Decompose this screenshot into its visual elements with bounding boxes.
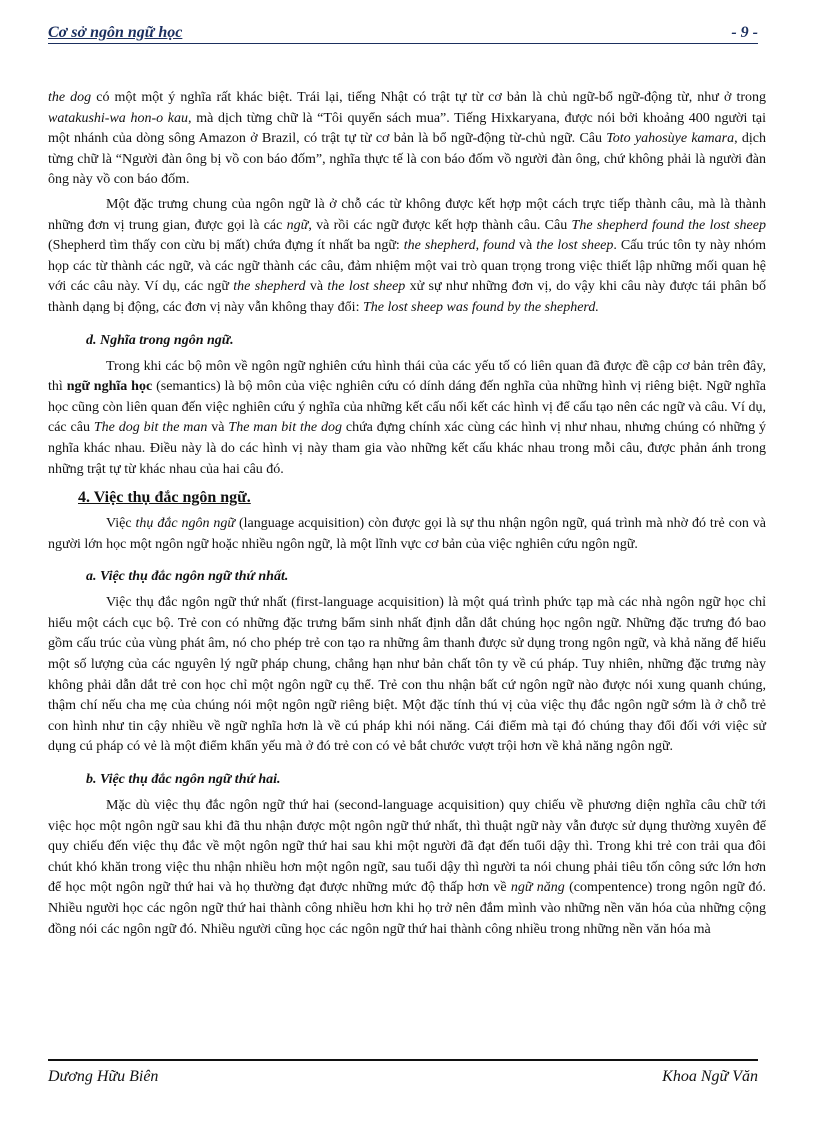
term-text: ngữ	[286, 217, 309, 233]
text-run: , và rồi các ngữ được kết hợp thành câu. Câu	[308, 217, 572, 233]
example-text: Toto yahosùye kamara	[606, 131, 735, 147]
paragraph-1	[48, 88, 766, 191]
example-text: found	[483, 238, 516, 254]
example-text: the shepherd	[233, 279, 306, 295]
example-text: The shepherd found the lost sheep	[571, 217, 766, 233]
paragraph-4	[48, 514, 766, 555]
heading-second-language: b. Việc thụ đắc ngôn ngữ thứ hai.	[86, 772, 281, 788]
text-run: . Cấu trúc tôn ty này nhóm họp các từ thành các ngữ, và các ngữ thành các câu, đảm nhiệm một vai trò quan trọng trong việc thiết lập những mối quan hệ với các câu này. Ví dụ, các ngữ	[48, 238, 766, 295]
text-run: Mặc dù việc thụ đắc ngôn ngữ thứ hai (second-language acquisition) quy chiếu về phương diện nghĩa câu chữ tới việc học một ngôn ngữ sau khi đã thu nhận được một ngôn ngữ thứ nhất, thì thuật ngữ này vẫn được sử dụng thường xuyên để quy chiếu đến việc thụ đắc về một ngôn ngữ thứ hai sau khi một người đã đạt đến tuổi dậy thì. Trong khi trẻ con trải qua đôi chút khó khăn trong việc thu nhận nhiều hơn một ngôn ngữ, sau tuổi dậy thì người ta nói chung phải tiêu tốn công sức lớn hơn để học một ngôn ngữ thứ hai và họ thường đạt được những mức độ thấp hơn về	[48, 798, 766, 896]
example-text: watakushi-wa hon-o kau	[48, 110, 189, 126]
text-run: và	[515, 238, 537, 254]
page-number: - 9 -	[731, 24, 758, 41]
heading-language-acquisition: 4. Việc thụ đắc ngôn ngữ.	[78, 489, 251, 507]
text-run: Một đặc trưng chung của ngôn ngữ là ở chỗ các từ không được kết hợp một cách trực tiếp thành câu, mà là thành những đơn vị trung gian, được gọi là các	[48, 196, 766, 233]
example-text: the lost sheep	[327, 279, 406, 295]
heading-meaning-in-language: d. Nghĩa trong ngôn ngữ.	[86, 332, 234, 348]
text-run: (Shepherd tìm thấy con cừu bị mất) chứa đựng ít nhất ba ngữ:	[48, 238, 404, 254]
text-run: và	[305, 279, 328, 295]
paragraph-2	[48, 195, 766, 319]
example-text: The man bit the dog	[228, 420, 342, 436]
example-text: The dog bit the man	[93, 420, 208, 436]
text-run: xử sự như những đơn vị, do vậy khi câu này được tái phân bố thành dạng bị động, các đơn vị này vẫn không thay đổi:	[48, 279, 766, 315]
page-body	[48, 88, 766, 940]
footer-author: Dương Hữu Biên	[48, 1068, 159, 1085]
running-title: Cơ sở ngôn ngữ học	[48, 24, 183, 41]
footer-faculty: Khoa Ngữ Văn	[662, 1068, 758, 1085]
example-text: The lost sheep was found by the shepherd.	[362, 299, 599, 315]
text-run: , mà dịch từng chữ là “Tôi quyển sách mua”. Tiếng Hixkaryana, được nói bởi khoảng 400 người tại một nhánh của dòng sông Amazon ở Brazil, có trật tự từ cơ bản là bổ ngữ-động từ-chủ ngữ. Câu	[48, 110, 767, 147]
text-run: có một một ý nghĩa rất khác biệt. Trái lại, tiếng Nhật có trật tự từ cơ bản là chủ ngữ-bổ ngữ-động từ, như ở trong	[91, 90, 767, 105]
term-text: ngữ năng	[510, 880, 565, 896]
paragraph-6	[48, 796, 766, 940]
header-rule	[48, 43, 758, 44]
paragraph-3	[48, 357, 766, 481]
example-text: the lost sheep	[536, 238, 614, 254]
heading-first-language: a. Việc thụ đắc ngôn ngữ thứ nhất.	[86, 569, 289, 585]
page-header	[48, 22, 758, 44]
text-run: (compentence) trong ngôn ngữ đó. Nhiều người học các ngôn ngữ thứ hai thành công nhiều hơn khi họ trở nên đắm mình vào những nền văn hóa của những cộng đồng nói các ngôn ngữ đó. Nhiều người cũng học các ngôn ngữ thứ hai thành công nhiều trong những nền văn hóa mà	[48, 880, 767, 937]
term-text: thụ đắc ngôn ngữ	[135, 516, 236, 532]
example-text: the dog	[48, 90, 92, 105]
text-run: Trong khi các bộ môn về ngôn ngữ nghiên cứu hình thái của các yếu tố có liên quan đã được đề cập cơ bản trên đây, thì	[48, 358, 766, 395]
text-run: (semantics) là bộ môn của việc nghiên cứu có dính dáng đến nghĩa của những hình vị riêng biệt. Ngữ nghĩa học cũng còn liên quan đến việc nghiên cứu ý nghĩa của những kết cấu nối kết các hình vị để cấu tạo nên các ngữ và câu. Ví dụ, các câu	[48, 379, 767, 436]
term-bold: ngữ nghĩa học	[66, 379, 153, 395]
text-run: , dịch từng chữ là “Người đàn ông bị vồ con báo đốm”, nghĩa thực tế là con báo đốm vồ người đàn ông, chứ không phải là người đàn ông này vồ con báo đốm.	[48, 131, 766, 188]
text-run: Việc	[106, 516, 136, 532]
example-text: the shepherd	[403, 238, 476, 254]
text-run: (language acquisition) còn được gọi là sự thu nhận ngôn ngữ, quá trình mà nhờ đó trẻ con và người lớn học một ngôn ngữ hoặc nhiều ngôn ngữ, là một lĩnh vực cơ bản của việc nghiên cứu ngôn ngữ.	[48, 516, 766, 552]
text-run: và	[207, 420, 229, 436]
text-run: chứa đựng chính xác cùng các hình vị như nhau, nhưng chúng có những ý nghĩa khác nhau. Điều này là do các hình vị này tham gia vào những kết cấu khác nhau trong mỗi câu, được phản ánh trong những trật tự từ khác nhau của hai câu đó.	[48, 420, 767, 477]
footer-rule	[48, 1059, 758, 1061]
paragraph-5: Việc thụ đắc ngôn ngữ thứ nhất (first-language acquisition) là một quá trình phức tạp mà các nhà ngôn ngữ học chỉ hiểu một cách cục bộ. Trẻ con có những đặc trưng bẩm sinh nhất định dẫn dắt chúng học ngôn ngữ. Những đặc trưng đó bao gồm cấu trúc của vùng phát âm, nó cho phép trẻ con tạo ra những âm thanh được sử dụng trong ngôn ngữ, và khả năng để hiểu một số lượng của các nguyên lý ngữ pháp chung, chẳng hạn như bản chất tôn ty về cú pháp. Tuy nhiên, những đặc trưng này không phải dẫn dắt trẻ con học chỉ một ngôn ngữ cụ thể. Trẻ con thu nhận bất cứ ngôn ngữ nào được nói xung quanh chúng, thậm chí nếu cha mẹ của chúng nói một ngôn ngữ riêng biệt. Một đặc tính thú vị của việc thụ đắc ngôn ngữ sớm là ở chỗ trẻ con hình như tin cậy nhiều về ngữ nghĩa hơn là về cú pháp khi nói năng. Cái điểm mà tại đó chúng thay đổi đối với việc sử dụng cú pháp có vẻ là một điểm khẩn yếu mà ở đó trẻ con có vẻ bắt chước vượt trội hơn về khả năng ngôn ngữ.	[48, 595, 766, 755]
text-run: ,	[475, 238, 484, 254]
